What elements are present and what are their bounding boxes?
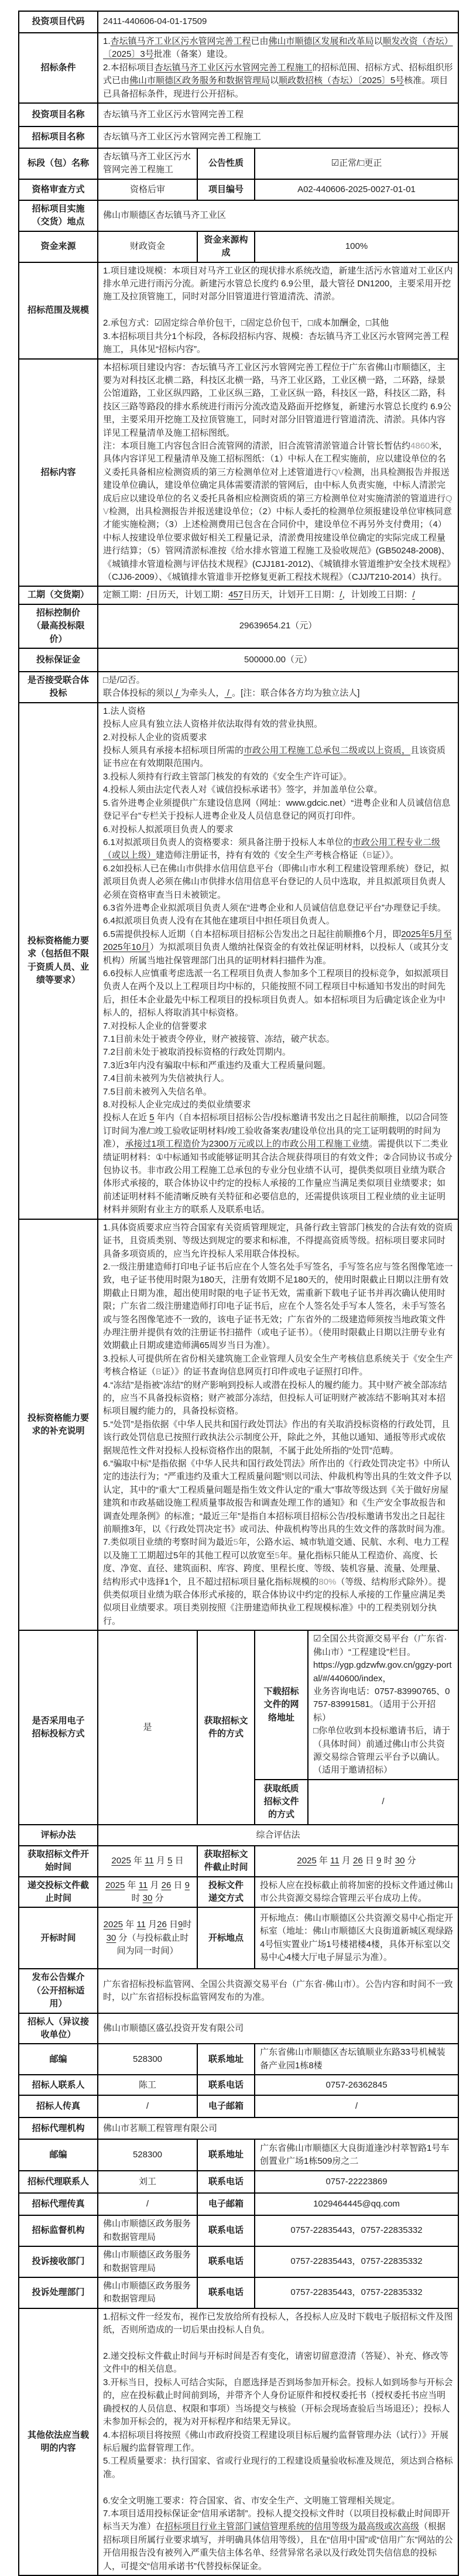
row-bid-submission bbox=[19, 1877, 458, 1908]
bidder-qualification-requirements-label: 投标资格能力要求（包括但不限于资质人员、业绩等要求） bbox=[19, 703, 98, 1219]
row-implementation-location bbox=[19, 200, 458, 231]
tender-scope-scale-label: 招标范围及规模 bbox=[19, 262, 98, 359]
tenderer-postal-code-value-3: 广东省佛山市顺德区杏坛镇顺业东路33号机械装备产业园1栋8楼 bbox=[255, 2044, 458, 2075]
tender-content-label: 招标内容 bbox=[19, 359, 98, 587]
row-bid-section-name bbox=[19, 148, 458, 179]
funding-source-value-1: 财政资金 bbox=[98, 231, 197, 262]
complaint-reception-label-2: 联系电话 bbox=[197, 2246, 255, 2277]
agency-contact-label-2: 联系电话 bbox=[197, 2171, 255, 2193]
filled-value: QV bbox=[103, 493, 453, 516]
consortium-bidding-value-1: □是/☑否。 联合体投标的须以 / 为牵头人， / 。[注：联合体各方均为独立法人] bbox=[98, 672, 458, 703]
bid-section-name-value-1: 杏坛镇马齐工业区污水管网完善工程施工 bbox=[98, 148, 197, 179]
row-supervision-authority bbox=[19, 2215, 458, 2246]
bidder-qualification-requirements-value-1: 1.法人资格 投标人应具有独立法人资格并依法取得有效的营业执照。 2.对投标人企业的资质要求 投标人须具有承接本招标项目所需的市政公用工程施工总承包二级或以上资质，且该资质证书应在有效期限范围内。 3.投标人须持有行政主管部门核发的有效的《安全生产许可证》。 4.投标人须由法定代表人对《诚信投标承诺书》签字，并加盖单位公章。 5.省外进粤企业须提供广东建设信息网（网址：www.gdcic.net）“进粤企业和人员诚信信息登记平台”专栏关于投标人进粤企业及人员信息登记的网页打印件。 6.对投标人拟派项目负责人的要求 6.1对拟派项目负责人的资格要求：须具备注册于投标人本单位的市政公用工程专业二级（或以上级）建造师注册证书，持有有效的《安全生产考核合格证（B证）》。 6.2如投标人已在佛山市供排水信用信息平台（即佛山市水利工程建设管理系统）登记，拟派项目负责人必须在佛山市供排水信用信息平台登记的人员中选取，并且拟派项目负责人必须在资格审查当日未被锁定。 6.3省外进粤企业拟派项目负责人须在“进粤企业和人员诚信信息登记平台”办理登记手续。 6.4拟派项目负责人没有在其他在建项目中担任项目负责人。 6.5需提供投标人近期（自本招标项目招标公告发出之日起往前顺推6个月，即2025年5月至2025年10月）为拟派项目负责人缴纳社保资金的有效社保证明材料，以投标人（或其分支机构）所属当地社保管理部门出具的证明材料扫描件为准。 6.6投标人应慎重考虑选派一名工程项目负责人参加多个工程项目的投标竞争，如拟派项目负责人在两个及以上工程项目均中标的，只能按照不同工程项目中标通知书发出的时间先后，担任本企业最先中标工程项目的投标项目负责人。如本招标项目为后确定该企业为中标人的，招标人将取消其中标资格。 7.对投标人企业的信誉要求 7.1目前未处于被责令停业，财产被接管、冻结，破产状态。 7.2目前未处于被取消投标资格的行政处罚期内。 7.3近3年内没有骗取中标和严重违约及重大工程质量问题。 7.4目前未被列为失信被执行人。 7.5目前未被列入失信名单。 8.对投标人企业完成过的类似业绩要求 投标人在近 5 年内（自本招标项目招标公告/投标邀请书发出之日起往前顺推，以☑合同签订时间为准/□竣工验收证明材料/竣工验收备案表/建设单位出具的完工证明载明的时间为准），承接过1项工程造价为2300万元或以上的市政公用工程施工业绩。需提供以下二类业绩证明材料：①中标通知书或能够证明其合法合规获得项目的有效文件；②合同协议书或分包协议书。非市政公用工程施工总承包的专业分包业绩不认可，提供类似项目业绩为联合体形式承接的，联合体协议中约定的投标人承接的工作量应当满足类似项目业绩要求；如前述证明材料不能清晰反映有关特征和必要信息的，还需提供该项目工程业绩的业主证明材料并须附有业主方的联系人及联系电话。 bbox=[98, 703, 458, 1219]
complaint-reception-value-3: 0757-22835443，0757-22835332 bbox=[255, 2246, 458, 2277]
row-consortium-bidding bbox=[19, 672, 458, 703]
other-required-content-value-1: 1.招标文件一经发布，视作已发放给所有投标人，各投标人应及时下载电子版招标文件及图纸，否则所造成的一切后果由投标人自负。 2.递交投标文件截止时间与开标时间是否有变化，请密切留意澄清（答疑）、补充、修改等文件中的相关信息。 3.开标当日，投标人可结合实际，自愿选择是否到场参加开标会。投标人如到场参与开标会的，应在投标截止时间前到场，并带齐个人身份证原件和授权委托书（授权委托书应当明确授权的人员信息、权限和事项）当场提交与核验（开标会现场查验后当场退还）；投标人未参加开标会的，视为对开标程序和结果无异议。 4.本招标项目将按照《佛山市政府投资工程建设项目标后履约监督管理办法（试行）》开展标后履约监督管理工作。 5.工程质量要求：执行国家、省或行业现行的工程建设质量验收标准及规范，须达到合格标准。 6.安全文明施工要求：符合国家、省、市安全生产、文明施工管理相关规定。 7.本项目适用投标保证金“信用承诺制”。投标人提交投标文件时（以项目投标截止时间即开标当天为准）在招标项目行业主管部门诚信管理系统的信用等级为最高级或次高级（根据招标项目所属行业要求填写，并明确具体信用等级），且在“信用中国”或“信用广东”网站的公开信用报告没有被列入严重失信主体名单、经营异常名录以及行政处罚失信信息的投标人，可提交“信用承诺书”代替投标保证金。 bbox=[98, 2308, 458, 2575]
electronic-bidding-label-3: 下载招标文件的网络地址 bbox=[255, 1630, 308, 1779]
investment-project-name-label: 投资项目名称 bbox=[19, 103, 98, 126]
filled-value: B bbox=[156, 1367, 162, 1377]
agency-postal-code-value-1: 528300 bbox=[98, 2139, 197, 2171]
bid-section-name-label: 标段（包）名称 bbox=[19, 148, 98, 179]
tender-agency-label: 招标代理机构 bbox=[19, 2117, 98, 2139]
tender-table-body bbox=[19, 11, 458, 2575]
implementation-location-value-1: 佛山市顺德区杏坛镇马齐工业区 bbox=[98, 200, 458, 231]
announcement-media-value-1: 广东省招标投标监管网、全国公共资源交易平台（广东省·佛山市）。公告内容和时间不一致时，以广东省招标投标监管网发布的为准。 bbox=[98, 1969, 458, 2013]
bid-opening-value-3: 开标地点：佛山市顺德区公共资源交易中心指定开标室（地址：佛山市顺德区大良街道新城区观绿路4号恒实置业广场1号楼裙楼4楼，具体开标室以交易中心4楼大厅电子屏显示为准）。 bbox=[255, 1907, 458, 1969]
row-qualification-review-method bbox=[19, 179, 458, 200]
bid-opening-value-1: 2025 年 11 月26 日9时 30 分（与投标截止时间为同一时间） bbox=[98, 1907, 197, 1969]
qualification-review-method-label: 资格审查方式 bbox=[19, 179, 98, 200]
investment-project-code-value-1: 2411-440606-04-01-17509 bbox=[98, 11, 458, 33]
tender-content-value-1: 本招标项目建设内容：杏坛镇马齐工业区污水管网完善工程位于广东省佛山市顺德区，主要为对科技区北横二路，科技区北横一路，马齐工业区路，工业区横一路，二环路，绿景公馆道路，工业区纵四路，工业区纵三路，工业区纵一路，科技区一路，科技区二路，科技区三路等路段的排水系统进行雨污分流改造及路面开挖修复，新建污水管总长度约 6.9公里，主要采用开挖施工及拉顶管施工，同时对部分旧管道进行管道清洗、清淤。具体内容详见工程量清单及施工招标图纸。 注：本项目施工内容包含旧合流管网的清淤，旧合流管清淤管道合计管长暂估约4860米，具体内容详见工程量清单及施工招标图纸：（1）中标人在工程实施前，应以建设单位的名义委托具备相应检测资质的第三方检测单位对上述管道进行QV检测，出具检测报告并报送建设单位确认，建设单位确定具体需要清淤的管网后，由中标人负责实施，中标人清淤完成后应以建设单位的名义委托具备相应检测资质的第三方检测单位对实施清淤的管道进行QV检测，出具检测报告并报送建设单位；（2）中标人委托的检测单位须报建设单位审核同意才能实施检测；（3）上述检测费用已包含在合同价中，建设单位不再另外支付费用；（4）中标人按建设单位要求做好相关工程量记录，清淤费用按建设单位确定的实际完成工程量进行结算；（5）管网清淤标准按《给水排水管道工程施工及验收规范》(GB50248-2008)、《城镇排水管道检测与评估技术规程》(CJJ181-2012)、《城镇排水管道维护安全技术规程》（CJJ6-2009）、《城镇排水管道非开挖修复更新工程技术规程》（CJJ/T210-2014）执行。 bbox=[98, 359, 458, 587]
row-tender-agency bbox=[19, 2117, 458, 2139]
tender-project-name-value-1: 杏坛镇马齐工业区污水管网完善工程施工 bbox=[98, 126, 458, 148]
filled-value: 4860 bbox=[410, 440, 430, 451]
tenderer-postal-code-value-1: 528300 bbox=[98, 2044, 197, 2075]
row-tender-content bbox=[19, 359, 458, 587]
complaint-reception-value-1: 佛山市顺德区政务服务和数据管理局 bbox=[98, 2246, 197, 2277]
agency-postal-code-label-2: 联系地址 bbox=[197, 2139, 255, 2171]
construction-period-value-1: 定额工期：/日历天，计划工期：457日历天，计划开工日期：/，计划竣工日期：/ bbox=[98, 586, 458, 604]
tenderer-postal-code-label-2: 联系地址 bbox=[197, 2044, 255, 2075]
complaint-handling-value-3: 0757-22835443，0757-22835332 bbox=[255, 2277, 458, 2308]
agency-fax-value-1: / bbox=[98, 2193, 197, 2215]
bid-opening-label-2: 开标地点 bbox=[197, 1907, 255, 1969]
row-agency-postal-code bbox=[19, 2139, 458, 2171]
complaint-handling-value-1: 佛山市顺德区政务服务和数据管理局 bbox=[98, 2277, 197, 2308]
bid-control-price-label: 招标控制价 （最高投标限 价） bbox=[19, 604, 98, 648]
tenderer-contact-label: 招标人联系人 bbox=[19, 2075, 98, 2095]
agency-contact-value-1: 刘工 bbox=[98, 2171, 197, 2193]
filled-value: 5 bbox=[275, 1550, 280, 1561]
tender-conditions-label: 招标条件 bbox=[19, 33, 98, 103]
qualification-supplementary-notes-label: 投标资格能力要 求的补充说明 bbox=[19, 1219, 98, 1631]
electronic-bidding-value-4: ☑全国公共资源交易平台（广东省·佛山市）“工程建设”栏目。 https://ygp.gdzwfw.gov.cn/ggzy-portal/#/440600/index， 业务咨询电话：0757-83990765、0757-83991581。（适用于公开招标） □你单位收到本投标邀请书后，请于（具体时间）前通过佛山市公共资源交易综合管理云平台予以确认。（适用于邀请招标） bbox=[308, 1630, 458, 1779]
agency-contact-label: 招标代理联系人 bbox=[19, 2171, 98, 2193]
row-investment-project-name bbox=[19, 103, 458, 126]
tender-agency-value-1: 佛山市茗顺工程管理有限公司 bbox=[98, 2117, 458, 2139]
row-evaluation-method bbox=[19, 1825, 458, 1846]
tender-conditions-value-1: 1.杏坛镇马齐工业区污水管网完善工程已由佛山市顺德区发展和改革局以顺发改资（杏坛）〔2025〕3号批准（备案）建设。 2.本招标项目杏坛镇马齐工业区污水管网完善工程施工的招标范围、招标方式、招标组织形式已由佛山市顺德区政务服务和数据管理局以顺政数招核（杏坛）〔2025〕5号核准。项目已具备招标条件，现进行公开招标。 bbox=[98, 33, 458, 103]
row-other-required-content bbox=[19, 2308, 458, 2575]
filled-value: 80% bbox=[318, 1576, 337, 1587]
consortium-bidding-label: 是否接受联合体 投标 bbox=[19, 672, 98, 703]
funding-source-label: 资金来源 bbox=[19, 231, 98, 262]
evaluation-method-value-1: 综合评估法 bbox=[98, 1825, 458, 1846]
bid-submission-label: 递交投标文件截 止时间 bbox=[19, 1877, 98, 1908]
complaint-handling-label: 投诉处理部门 bbox=[19, 2277, 98, 2308]
construction-period-label: 工期（交货期） bbox=[19, 586, 98, 604]
tenderer-fax-label-2: 电子邮箱 bbox=[197, 2095, 255, 2117]
row-bidder-qualification-requirements bbox=[19, 703, 458, 1219]
tenderer-fax-value-3: / bbox=[255, 2095, 458, 2117]
document-obtain-time-label-2: 获取招标文件截止时间 bbox=[197, 1846, 255, 1877]
tenderer-label: 招标人（异议接 收单位） bbox=[19, 2013, 98, 2044]
electronic-bidding-label: 是否采用电子 招标投标方式 bbox=[19, 1630, 98, 1824]
document-obtain-time-label: 获取招标文件开 始时间 bbox=[19, 1846, 98, 1877]
row-investment-project-code bbox=[19, 11, 458, 33]
paper-documents-method-value-1: / bbox=[308, 1780, 458, 1825]
bid-section-name-label-2: 公告性质 bbox=[197, 148, 255, 179]
row-tenderer-contact bbox=[19, 2075, 458, 2095]
other-required-content-label: 其他依法应当载 明的内容 bbox=[19, 2308, 98, 2575]
evaluation-method-label: 评标办法 bbox=[19, 1825, 98, 1846]
supervision-authority-label: 招标监督机构 bbox=[19, 2215, 98, 2246]
row-bid-opening bbox=[19, 1907, 458, 1969]
tenderer-postal-code-label: 邮编 bbox=[19, 2044, 98, 2075]
qualification-review-method-value-3: A02-440606-2025-0027-01-01 bbox=[255, 179, 458, 200]
bid-control-price-value-1: 29639654.21（元） bbox=[98, 604, 458, 648]
electronic-bidding-label-2: 获取招标文件的方式 bbox=[197, 1630, 255, 1824]
bid-deposit-value-1: 500000.00（元） bbox=[98, 648, 458, 672]
agency-fax-value-3: 1029464445@qq.com bbox=[255, 2193, 458, 2215]
tender-scope-scale-value-1: 1.项目建设规模：本项目对马齐工业区的现状排水系统改造，新建生活污水管道对工业区内排水单元进行雨污分流。新建污水管总长度约 6.9公里，最大管径 DN1200，主要采用开挖施工及拉顶管施工，同时对部分旧管道进行管道清洗、清淤。 2.承包方式：☑固定综合单价包干，□固定总价包干，□成本加酬金，□其他 3.本招标项目共分1个标段，各标段招标内容、规模：杏坛镇马齐工业区污水管网完善工程施工，具体见“招标内容”。 bbox=[98, 262, 458, 359]
investment-project-name-value-1: 杏坛镇马齐工业区污水管网完善工程 bbox=[98, 103, 458, 126]
investment-project-code-label: 投资项目代码 bbox=[19, 11, 98, 33]
tenderer-fax-label: 招标人传真 bbox=[19, 2095, 98, 2117]
bid-submission-label-2: 投标文件 递交方式 bbox=[197, 1877, 255, 1908]
row-tender-project-name bbox=[19, 126, 458, 148]
document-obtain-time-value-1: 2025 年 11 月 5 日 bbox=[98, 1846, 197, 1877]
tenderer-contact-value-1: 陈工 bbox=[98, 2075, 197, 2095]
tender-table bbox=[18, 11, 459, 2576]
implementation-location-label: 招标项目实施 （交货）地点 bbox=[19, 200, 98, 231]
row-announcement-media bbox=[19, 1969, 458, 2013]
agency-postal-code-value-3: 广东省佛山市顺德区大良街道逢沙村萃智路1号车创置业广场1栋509房之二 bbox=[255, 2139, 458, 2171]
row-bid-deposit bbox=[19, 648, 458, 672]
complaint-reception-label: 投诉接收部门 bbox=[19, 2246, 98, 2277]
row-tenderer-postal-code bbox=[19, 2044, 458, 2075]
row-complaint-handling bbox=[19, 2277, 458, 2308]
row-construction-period bbox=[19, 586, 458, 604]
row-qualification-supplementary-notes bbox=[19, 1219, 458, 1631]
tenderer-contact-label-2: 联系电话 bbox=[197, 2075, 255, 2095]
funding-source-value-3: 100% bbox=[255, 231, 458, 262]
electronic-bidding-value-1: 是 bbox=[98, 1630, 197, 1824]
funding-source-label-2: 资金来源构成 bbox=[197, 231, 255, 262]
row-document-obtain-time bbox=[19, 1846, 458, 1877]
filled-value: QV bbox=[331, 467, 344, 477]
supervision-authority-value-3: 0757-22835443，0757-22835332 bbox=[255, 2215, 458, 2246]
row-tender-scope-scale bbox=[19, 262, 458, 359]
tenderer-fax-value-1: / bbox=[98, 2095, 197, 2117]
announcement-media-label: 发布公告媒介 （公开招标适 用） bbox=[19, 1969, 98, 2013]
row-agency-fax bbox=[19, 2193, 458, 2215]
row-tender-conditions bbox=[19, 33, 458, 103]
tenderer-contact-value-3: 0757-26362845 bbox=[255, 2075, 458, 2095]
row-tenderer bbox=[19, 2013, 458, 2044]
filled-value: 5 bbox=[233, 1537, 238, 1548]
agency-postal-code-label: 邮编 bbox=[19, 2139, 98, 2171]
row-tenderer-fax bbox=[19, 2095, 458, 2117]
row-funding-source bbox=[19, 231, 458, 262]
tender-project-name-label: 招标项目名称 bbox=[19, 126, 98, 148]
qualification-review-method-label-2: 项目编号 bbox=[197, 179, 255, 200]
row-electronic-bidding bbox=[19, 1630, 458, 1779]
bid-section-name-value-3: ☑正常/□更正 bbox=[255, 148, 458, 179]
row-bid-control-price bbox=[19, 604, 458, 648]
bid-submission-value-1: 2025 年 11 月 26 日 9 时 30 分 bbox=[98, 1877, 197, 1908]
qualification-supplementary-notes-value-1: 1.具体资质要求应当符合国家有关资质管理规定，具备行政主管部门核发的合法有效的资质证书，且资质类别、等级达到规定的要求和标准，不得提高资质等级。招标项目要求同时具备多项资质的，应当允许投标人采用联合体投标。 2.一级注册建造师打印电子证书后应在个人签名处手写签名，手写签名应与签名图像笔迹一致，电子证书使用时限为180天，注册有效期不足180天的，使用时限截止日期以注册有效期截止日期为准，超出使用时限的电子证书无效，需重新下载电子证书并再次确认使用时限；广东省二级注册建造师打印电子证书后，应在个人签名处手写本人签名，未手写签名或与签名图像笔迹不一致的，该电子证书无效；广东省外的二级建造师须按当地政策文件办理注册并提供有效的注册证书扫描件（或电子证书）。（使用时限截止日期以注册专业有效期截止日期或建造师满65周岁当日为准）。 3.投标人可提供所在省份相关建筑施工企业管理人员安全生产考核信息系统关于《安全生产考核合格证（B证）》的证书查询信息网页打印件或电子证照打印件。 4.“冻结”是指被“冻结”的财产影响到投标人或潜在投标人的履约能力。其中财产被全部冻结的，应当不具备投标资格；财产被部分冻结，但投标人可证明财产被冻结不影响其对本招标项目履约能力的，具备投标资格。 5.“处罚”是指依据《中华人民共和国行政处罚法》作出的有关取消投标资格的行政处罚，且该行政处罚信息已按照行政执法公示制度公开，除此之外，其他以通知、通报等形式或依据规范性文件对投标人投标资格作出的限制，不属于此处所指的“处罚”范畴。 6.“骗取中标”是指依据《中华人民共和国行政处罚法》所作出的《行政处罚决定书》中所认定的违法行为；“严重违约及重大工程质量问题”则以司法、仲裁机构等出具的生效文件予以认定，其中的“重大”工程质量问题是指生效文件认定的“重大”事故等级达到《关于做好房屋建筑和市政基础设施工程质量事故报告和调查处理工作的通知》和《生产安全事故报告和调查处理条例》的标准；“最近三年”是指自本招标项目招标公告/投标邀请书发出之日起往前顺推3年，以《行政处罚决定书》或司法、仲裁机构等出具的生效文件的落款时间为准。 7.类似项目业绩的考察时间为最近5年，公路水运、城市轨道交通、民航、水利、电力工程以及施工工期超过5年的其他工程可以放宽至5年。量化指标只能从工程造价、高度、长度、净宽、直径、建筑面积、库容、跨度、里程长度、等级、装机容量、流量、处理量、结构形式中选择1个，且不超过招标项目量化指标规模的80%（等级、结构形式除外）。提供类似项目业绩为联合体形式承接的，联合体协议中约定的投标人承接的工作量应满足类似项目业绩要求。项目类别按照《注册建造师执业工程规模标准》中的工程类别划分执行。 bbox=[98, 1219, 458, 1631]
row-complaint-reception bbox=[19, 2246, 458, 2277]
qualification-review-method-value-1: 资格后审 bbox=[98, 179, 197, 200]
paper-documents-method-label: 获取纸质招标文件的方式 bbox=[255, 1780, 308, 1825]
bid-opening-label: 开标时间 bbox=[19, 1907, 98, 1969]
bid-deposit-label: 投标保证金 bbox=[19, 648, 98, 672]
complaint-handling-label-2: 联系电话 bbox=[197, 2277, 255, 2308]
agency-contact-value-3: 0757-22223869 bbox=[255, 2171, 458, 2193]
document-obtain-time-value-3: 2025 年 11 月 26 日 9 时 30 分 bbox=[255, 1846, 458, 1877]
agency-fax-label-2: 电子邮箱 bbox=[197, 2193, 255, 2215]
supervision-authority-label-2: 联系电话 bbox=[197, 2215, 255, 2246]
supervision-authority-value-1: 佛山市顺德区政务服务和数据管理局 bbox=[98, 2215, 197, 2246]
filled-value: B bbox=[366, 850, 373, 861]
agency-fax-label: 招标代理传真 bbox=[19, 2193, 98, 2215]
tenderer-value-1: 佛山市顺德区盛弘投资开发有限公司 bbox=[98, 2013, 458, 2044]
bid-submission-value-3: 投标人应在投标截止前将加密的投标文件通过佛山市公共资源交易综合管理云平台成功上传。 bbox=[255, 1877, 458, 1908]
row-agency-contact bbox=[19, 2171, 458, 2193]
